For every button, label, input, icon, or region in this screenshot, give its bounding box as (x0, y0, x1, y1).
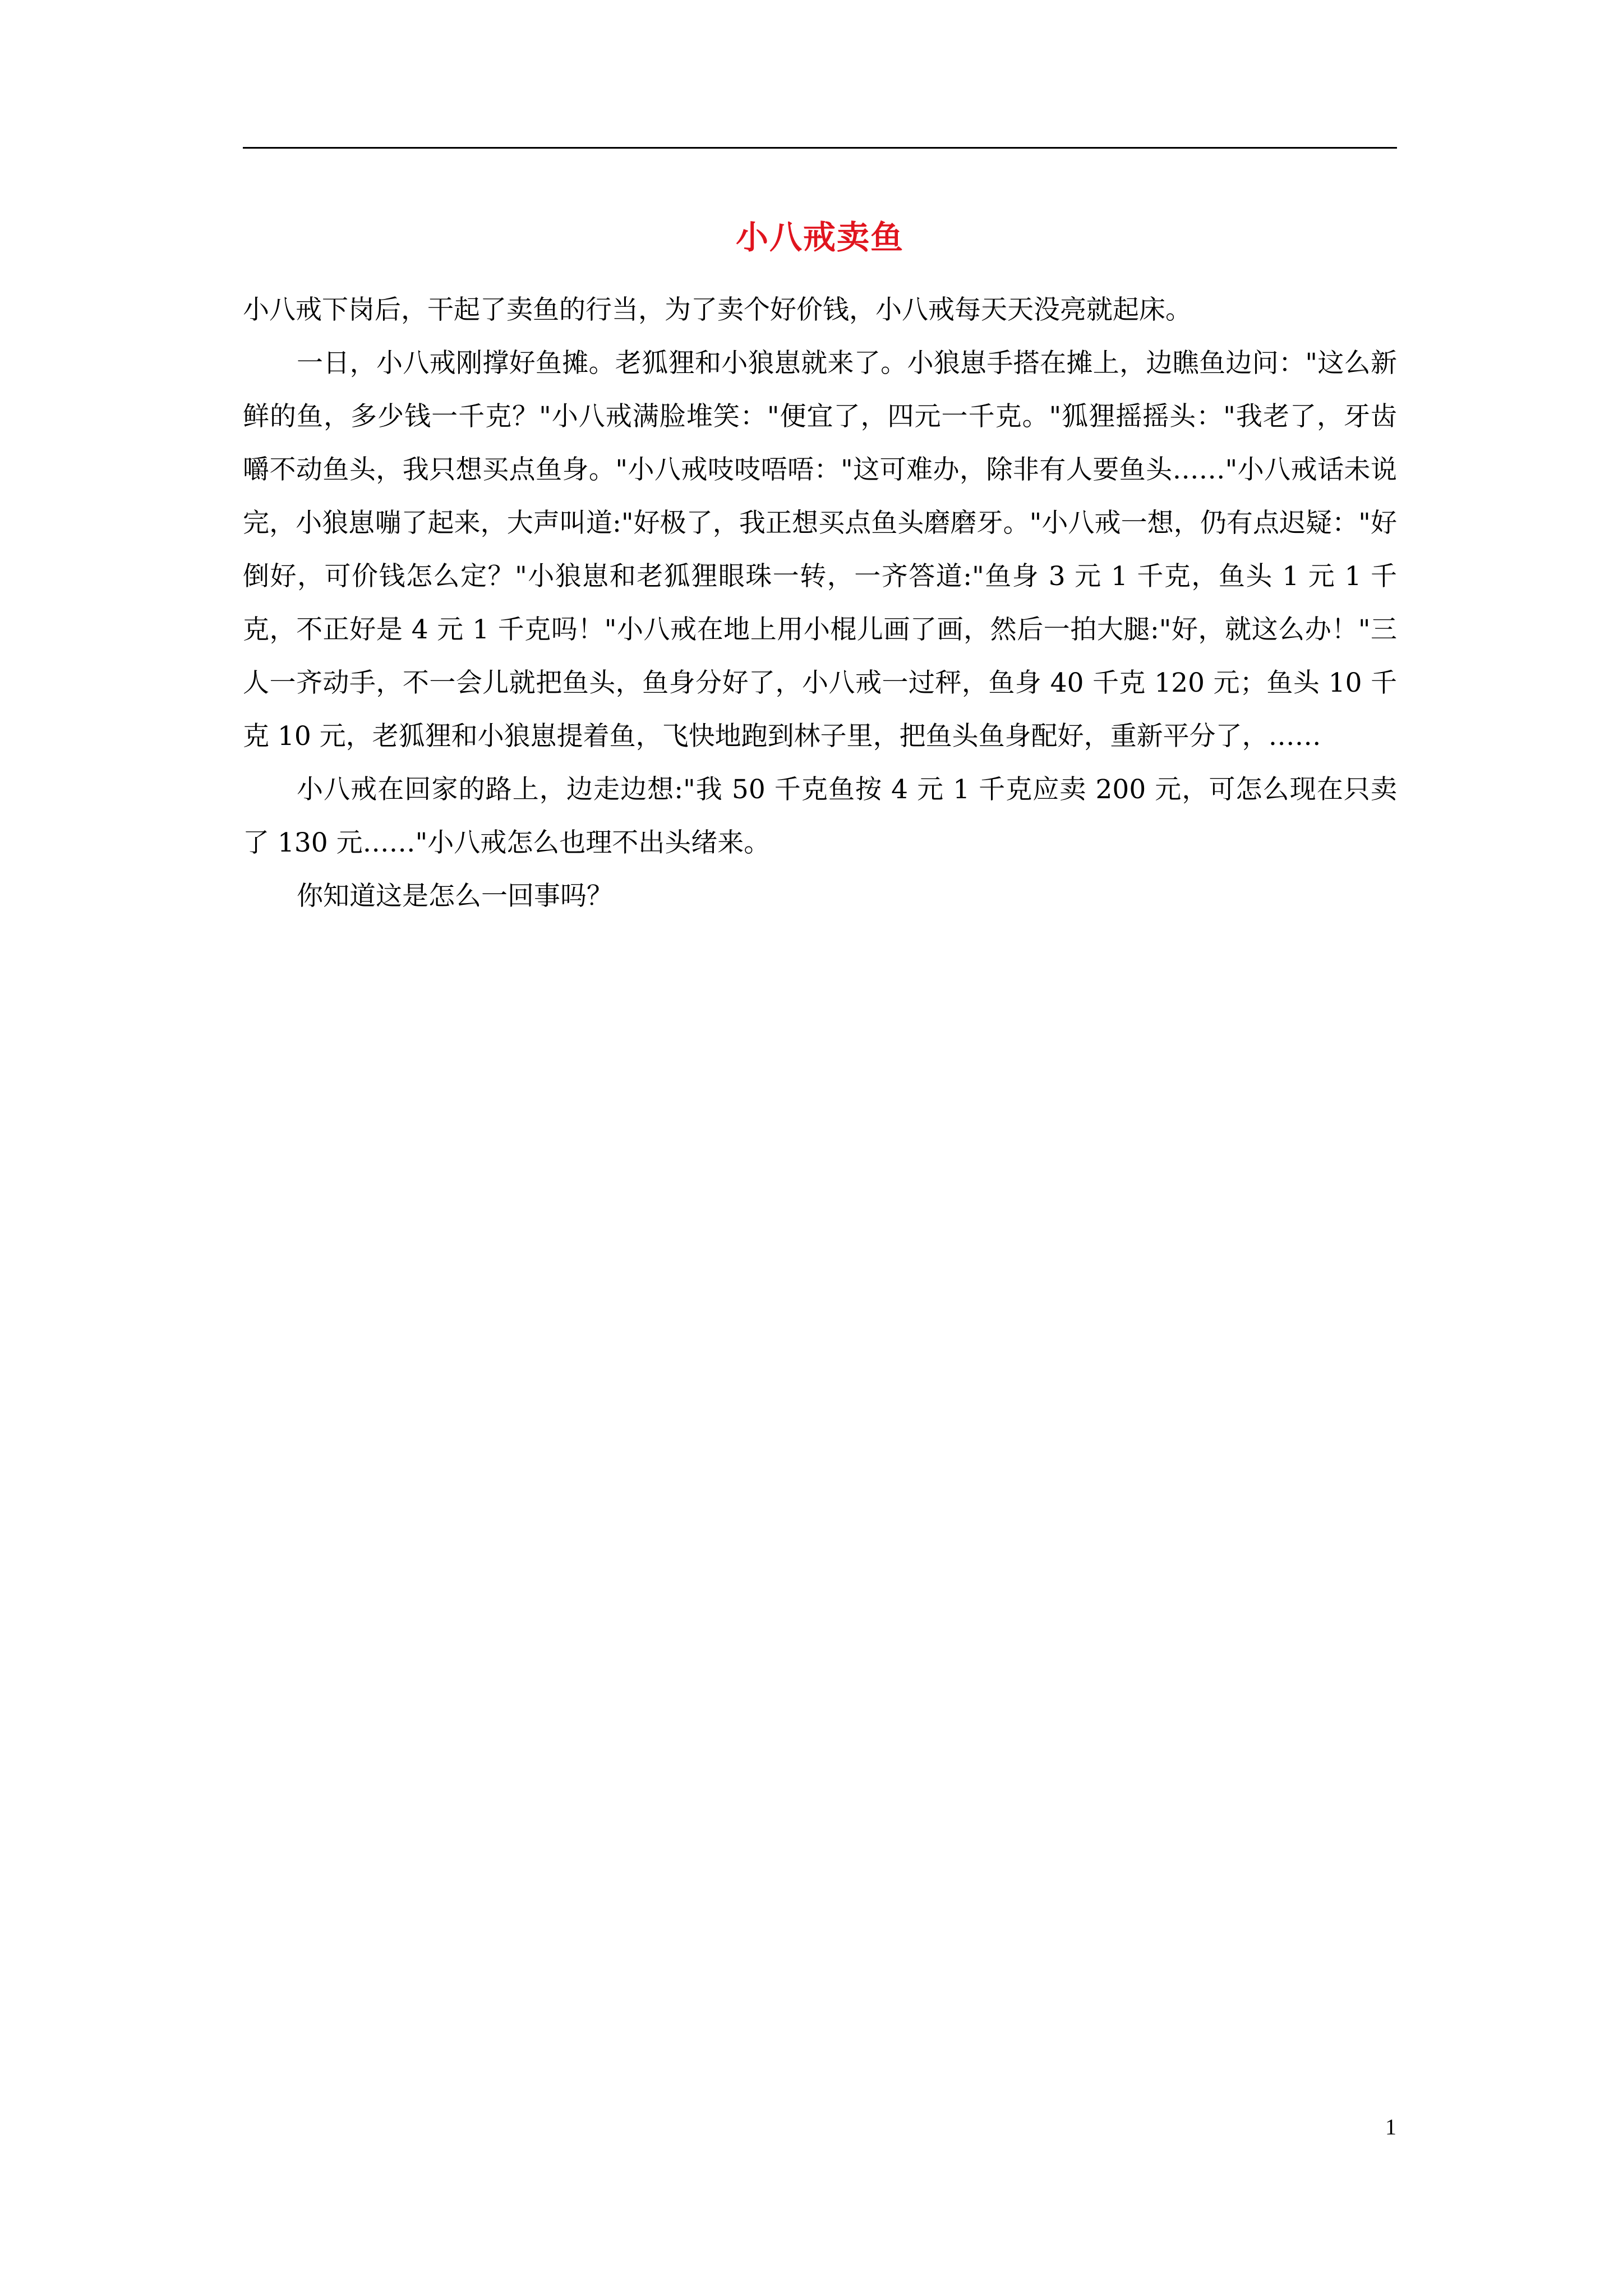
document-body (243, 283, 1397, 923)
document-title: 小八戒卖鱼 (735, 218, 904, 256)
paragraph-2: 一日，小八戒刚撑好鱼摊。老狐狸和小狼崽就来了。小狼崽手搭在摊上，边瞧鱼边问："这么新鲜的鱼，多少钱一千克？"小八戒满脸堆笑："便宜了，四元一千克。"狐狸摇摇头："我老了，牙齿嚼不动鱼头，我只想买点鱼身。"小八戒吱吱唔唔："这可难办，除非有人要鱼头……"小八戒话未说完，小狼崽嘣了起来，大声叫道:"好极了，我正想买点鱼头磨磨牙。"小八戒一想，仍有点迟疑："好倒好，可价钱怎么定？"小狼崽和老狐狸眼珠一转，一齐答道:"鱼身 3 元 1 千克，鱼头 1 元 1 千克，不正好是 4 元 1 千克吗！"小八戒在地上用小棍儿画了画，然后一拍大腿:"好，就这么办！"三人一齐动手，不一会儿就把鱼头，鱼身分好了，小八戒一过秤，鱼身 40 千克 120 元；鱼头 10 千克 10 元，老狐狸和小狼崽提着鱼，飞快地跑到林子里，把鱼头鱼身配好，重新平分了，…… (243, 348, 1397, 752)
paragraph-1: 小八戒下岗后，干起了卖鱼的行当，为了卖个好价钱，小八戒每天天没亮就起床。 (243, 295, 1192, 325)
paragraph-4: 你知道这是怎么一回事吗？ (297, 881, 613, 912)
page-number: 1 (1385, 2114, 1396, 2139)
header-rule (243, 147, 1397, 149)
paragraph-3: 小八戒在回家的路上，边走边想:"我 50 千克鱼按 4 元 1 千克应卖 200 元，可怎么现在只卖了 130 元……"小八戒怎么也理不出头绪来。 (243, 774, 1397, 858)
